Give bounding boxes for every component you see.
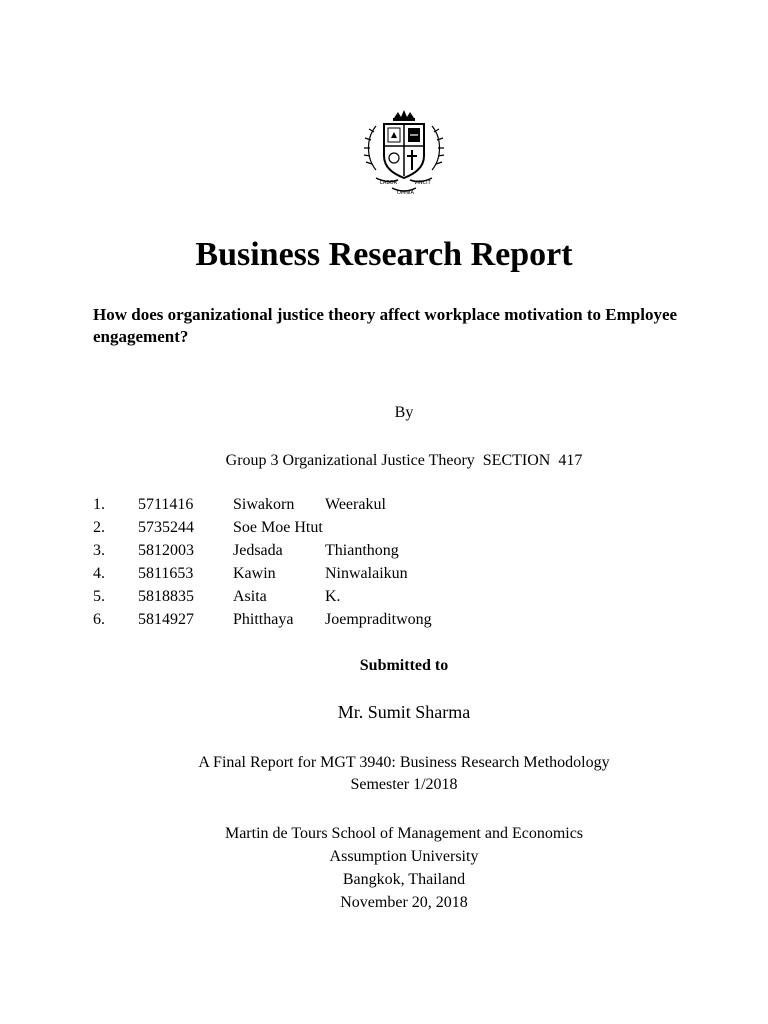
member-last-name: K. (325, 588, 341, 605)
member-number: 6. (93, 611, 105, 628)
member-first-name: Soe Moe Htut (233, 519, 323, 536)
seal-motto-bottom: OMNIA (397, 190, 414, 196)
member-id: 5735244 (138, 519, 194, 536)
group-line: Group 3 Organizational Justice Theory SECTION 417 (225, 452, 583, 469)
member-last-name: Joempraditwong (325, 611, 432, 628)
semester: Semester 1/2018 (350, 776, 458, 793)
member-number: 4. (93, 565, 105, 582)
university-seal-logo (358, 108, 450, 200)
member-first-name: Jedsada (233, 542, 283, 559)
member-id: 5812003 (138, 542, 194, 559)
member-first-name: Phitthaya (233, 611, 294, 628)
member-id: 5814927 (138, 611, 194, 628)
member-number: 2. (93, 519, 105, 536)
member-row (93, 516, 593, 539)
member-id: 5711416 (138, 496, 194, 513)
member-id: 5818835 (138, 588, 194, 605)
member-first-name: Kawin (233, 565, 276, 582)
member-number: 3. (93, 542, 105, 559)
member-row (93, 608, 593, 631)
member-list (93, 493, 593, 631)
report-title: Business Research Report (195, 236, 573, 273)
university-name: Assumption University (329, 848, 479, 865)
member-last-name: Weerakul (325, 496, 386, 513)
course-title: A Final Report for MGT 3940: Business Research Methodology (198, 754, 610, 771)
location: Bangkok, Thailand (342, 871, 466, 888)
member-row (93, 539, 593, 562)
seal-motto-right: VINCIT (414, 180, 431, 186)
member-row (93, 493, 593, 516)
course-info (0, 752, 768, 796)
member-number: 5. (93, 588, 105, 605)
advisor-name: Mr. Sumit Sharma (337, 702, 471, 722)
member-last-name: Ninwalaikun (325, 565, 408, 582)
report-date: November 20, 2018 (340, 894, 468, 911)
member-last-name: Thianthong (325, 542, 399, 559)
member-row (93, 585, 593, 608)
institution-info (0, 822, 768, 914)
member-id: 5811653 (138, 565, 194, 582)
submitted-to-label: Submitted to (359, 657, 449, 674)
seal-motto-left: LABOR (380, 180, 398, 186)
member-first-name: Siwakorn (233, 496, 295, 513)
school-name: Martin de Tours School of Management and Economics (224, 825, 584, 842)
member-first-name: Asita (233, 588, 267, 605)
member-number: 1. (93, 496, 105, 513)
by-label: By (394, 404, 414, 421)
member-row (93, 562, 593, 585)
research-question: How does organizational justice theory affect workplace motivation to Employee engagement? (93, 305, 678, 346)
